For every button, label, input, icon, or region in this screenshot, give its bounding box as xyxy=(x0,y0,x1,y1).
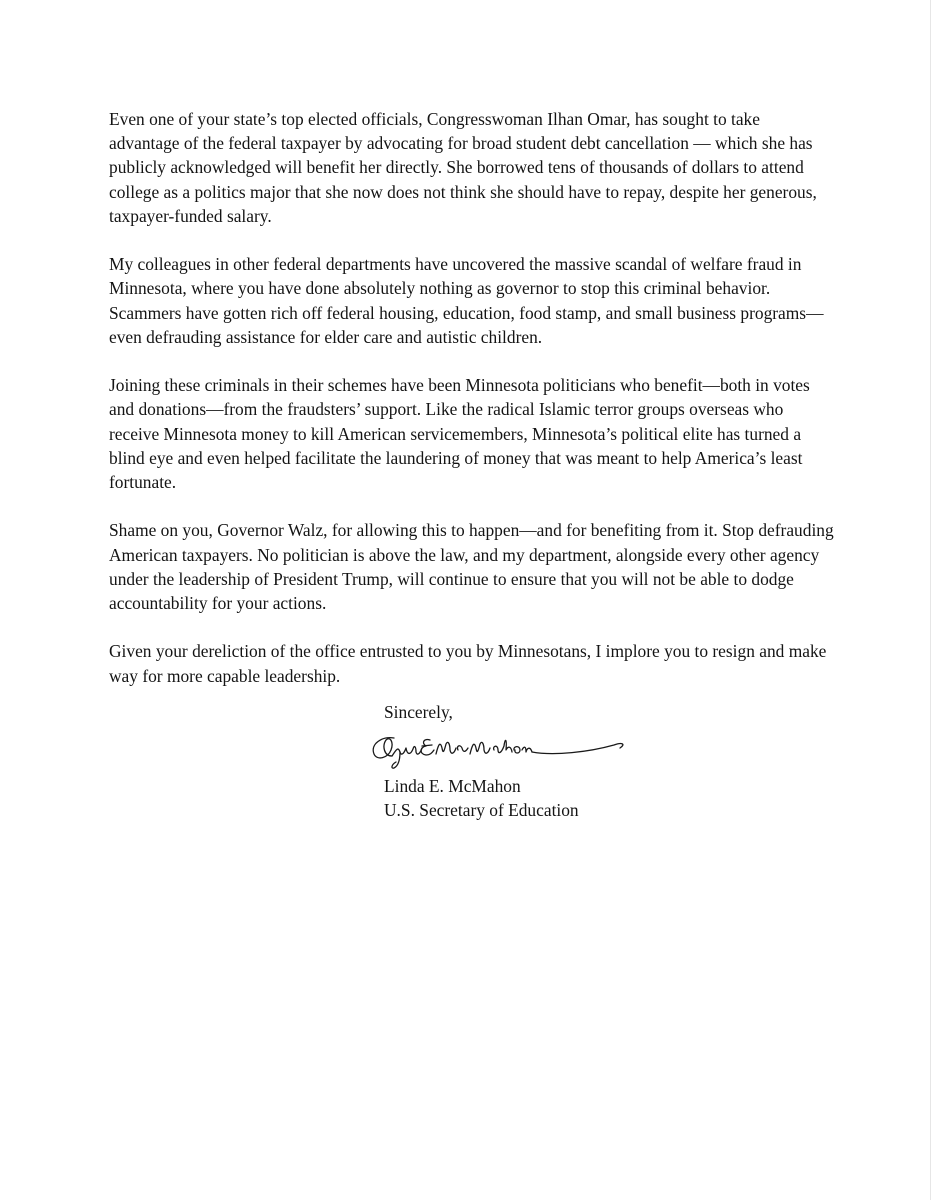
paragraph-politicians: Joining these criminals in their schemes have been Minnesota politicians who benefit—both in votes and donations—from the fraudsters’ support. Like the radical Islamic terror groups overseas who receive Minnesota money to kill American servicemembers, Minnesota’s political elite has turned a blind eye and even helped facilitate the laundering of money that was meant to help America’s least fortunate. xyxy=(109,375,810,493)
signer-name: Linda E. McMahon xyxy=(384,776,521,796)
paragraph-resign: Given your dereliction of the office entrusted to you by Minnesotans, I implore you to resign and make way for more capable leadership. xyxy=(109,641,827,686)
letter-body xyxy=(109,107,834,712)
signature-block xyxy=(384,700,704,820)
paragraph-shame: Shame on you, Governor Walz, for allowing this to happen—and for benefiting from it. Stop defrauding American taxpayers. No politician is above the law, and my department, alongside every other agency under the leadership of President Trump, will continue to ensure that you will not be able to dodge accountability for your actions. xyxy=(109,520,834,614)
paragraph-omar: Even one of your state’s top elected officials, Congresswoman Ilhan Omar, has sought to take advantage of the federal taxpayer by advocating for broad student debt cancellation — which she has publicly acknowledged will benefit her directly. She borrowed tens of thousands of dollars to attend college as a politics major that she now does not think she should have to repay, despite her generous, taxpayer-funded salary. xyxy=(109,109,817,226)
signer-title: U.S. Secretary of Education xyxy=(384,800,579,820)
closing: Sincerely, xyxy=(384,702,453,722)
handwritten-signature xyxy=(364,728,634,770)
paragraph-welfare-fraud: My colleagues in other federal departments have uncovered the massive scandal of welfare fraud in Minnesota, where you have done absolutely nothing as governor to stop this criminal behavior. Scammers have gotten rich off federal housing, education, food stamp, and small business programs—even defrauding assistance for elder care and autistic children. xyxy=(109,254,824,347)
